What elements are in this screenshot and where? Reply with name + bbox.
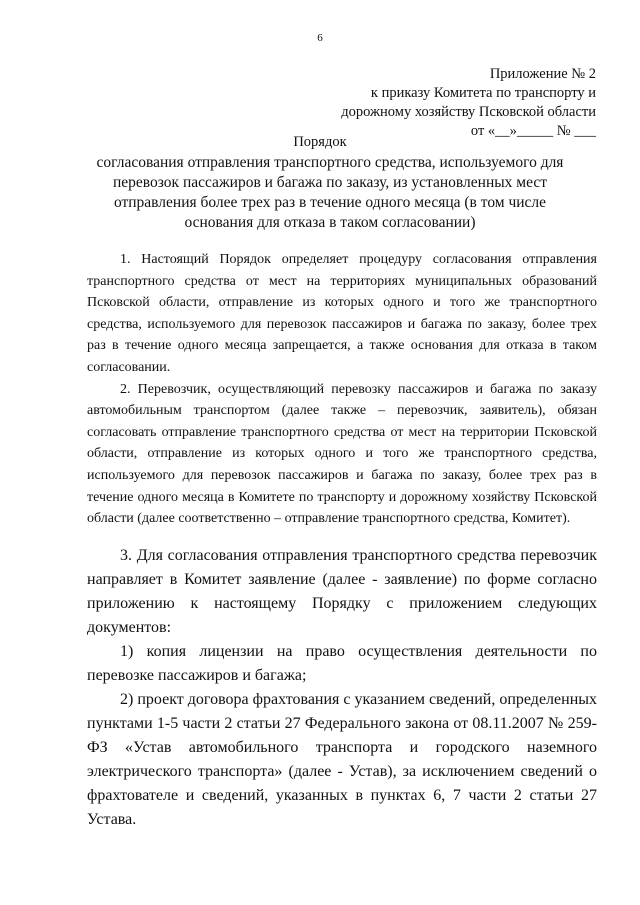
- paragraph-1: 1. Настоящий Порядок определяет процедуру согласования отправления транспортного средства от мест на территориях муниципальных образований Псковской области, отправление из которых одного и того же транспортного средства, используемого для перевозок пассажиров и багажа по заказу, более трех раз в течение одного месяца запрещается, а также основания для отказа в таком согласовании.: [87, 252, 597, 375]
- paragraph-3: 3. Для согласования отправления транспортного средства перевозчик направляет в Комитет заявление (далее - заявление) по форме согласно приложению к настоящему Порядку с приложением следующих документов:: [87, 547, 597, 636]
- appendix-order-ref: к приказу Комитета по транспорту и: [370, 85, 596, 101]
- body-section-small: [87, 249, 597, 530]
- appendix-committee: дорожному хозяйству Псковской области: [341, 104, 596, 120]
- appendix-number: Приложение № 2: [489, 66, 596, 82]
- appendix-date-number: от «__»_____ № ___: [470, 123, 596, 139]
- paragraph-4: 1) копия лицензии на право осуществления деятельности по перевозке пассажиров и багажа;: [87, 643, 597, 684]
- appendix-block: [341, 65, 596, 141]
- document-title: согласования отправления транспортного средства, используемого для перевозок пассажиров и багажа по заказу, из установленных мест отправления более трех раз в течение одного месяца (в том числе основания для отказа в таком согласовании): [96, 154, 564, 231]
- paragraph-2: 2. Перевозчик, осуществляющий перевозку пассажиров и багажа по заказу автомобильным транспортом (далее также – перевозчик, заявитель), обязан согласовать отправление транспортного средства от мест на территории Псковской области, отправление из которых одного и того же транспортного средства, используемого для перевозок пассажиров и багажа по заказу, более трех раз в течение одного месяца в Комитете по транспорту и дорожному хозяйству Псковской области (далее соответственно – отправление транспортного средства, Комитет).: [87, 381, 597, 527]
- document-title-word: Порядок: [293, 134, 347, 150]
- page-number: 6: [317, 32, 323, 44]
- paragraph-5: 2) проект договора фрахтования с указанием сведений, определенных пунктами 1-5 части 2 статьи 27 Федерального закона от 08.11.2007 № 259-ФЗ «Устав автомобильного транспорта и городского наземного электрического транспорта» (далее - Устав), за исключением сведений о фрахтователе и сведений, указанных в пунктах 6, 7 части 2 статьи 27 Устава.: [87, 691, 597, 828]
- body-section-large: [87, 544, 597, 832]
